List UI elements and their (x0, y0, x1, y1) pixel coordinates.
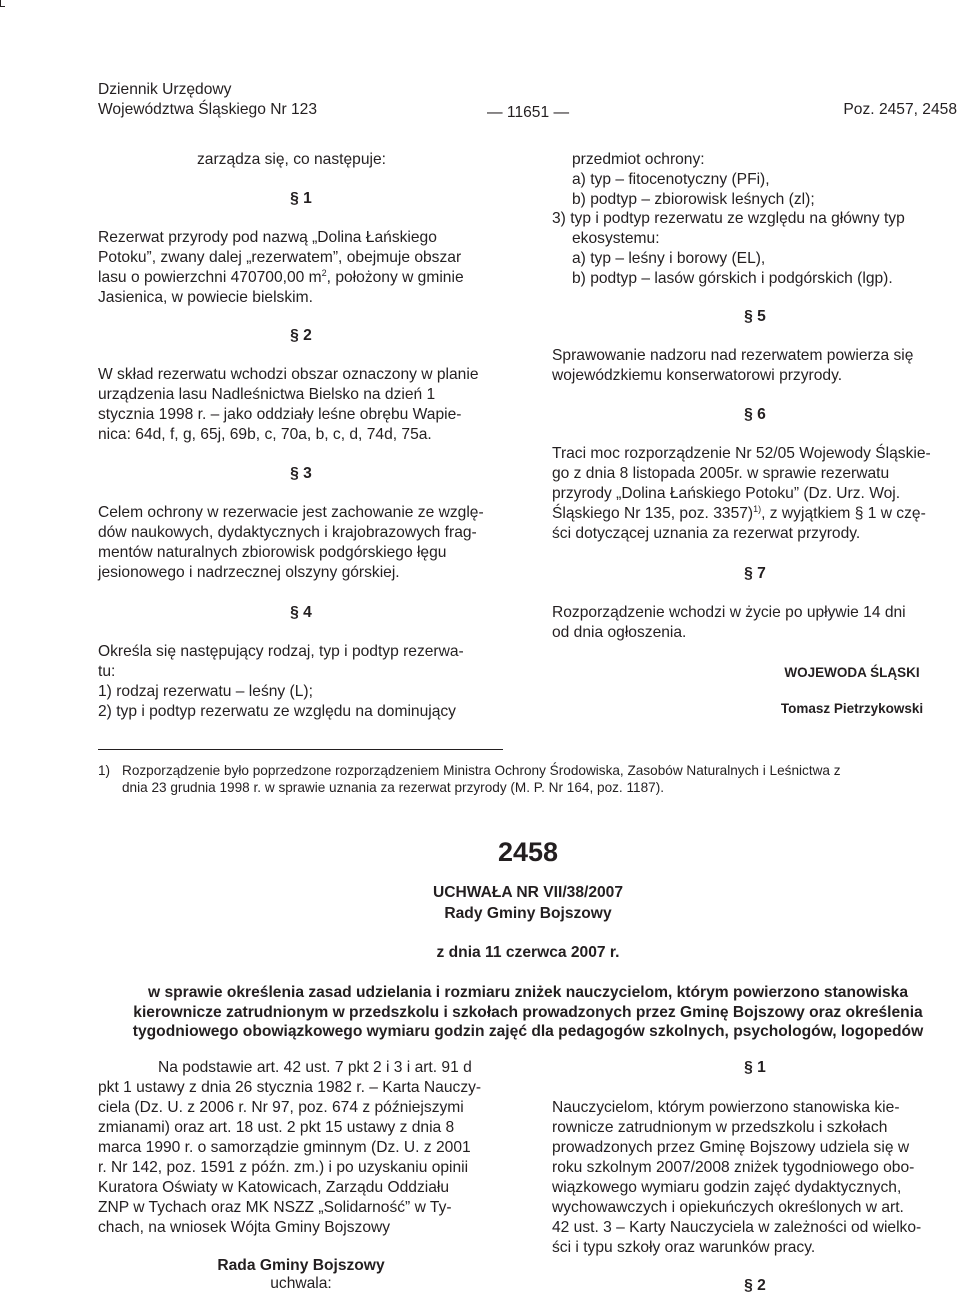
footnote-line: dnia 23 grudnia 1998 r. w sprawie uznania za rezerwat przyrody (M. P. Nr 164, poz. 1187). (122, 780, 665, 795)
preamble-line: Kuratora Oświaty w Katowicach, Zarządu Oddziału (98, 1179, 450, 1196)
s2-line: W skład rezerwatu wchodzi obszar oznaczony w planie (98, 366, 479, 383)
act-issuer: Rady Gminy Bojszowy (444, 905, 612, 922)
s4-cont-line: a) typ – fitocenotyczny (PFi), (572, 171, 770, 188)
s2-line: urządzenia lasu Nadleśnictwa Bielsko na dzień 1 (98, 386, 436, 403)
square-unit-superscript: 2 (321, 267, 327, 278)
s3-line: Celem ochrony w rezerwacie jest zachowanie ze wzglę- (98, 504, 484, 521)
act-s1-line: Nauczycielom, którym powierzono stanowiska kie- (552, 1099, 900, 1116)
preamble-line: chach, na wniosek Wójta Gminy Bojszowy (98, 1219, 391, 1236)
act-number: 2458 (497, 837, 559, 867)
s4-cont-line: b) podtyp – zbiorowisk leśnych (zl); (572, 191, 815, 208)
footnote (98, 762, 958, 798)
s3-line: dów naukowych, dydaktycznych i krajobrazowych frag- (98, 524, 477, 541)
footnote-marker: 1) (98, 763, 111, 778)
act-section-2-heading: § 2 (744, 1277, 766, 1294)
signer-title: WOJEWODA ŚLĄSKI (784, 665, 920, 680)
s3-line: jesionowego i nadrzecznej olszyny górskiej. (98, 564, 400, 581)
act-s1-line: ści i typu szkoły oraz warunków pracy. (552, 1239, 816, 1256)
act-section-1-heading: § 1 (744, 1059, 766, 1076)
journal-title-line1: Dziennik Urzędowy (98, 81, 232, 98)
section-6-heading: § 6 (744, 406, 766, 423)
s2-line: nica: 64d, f, g, 65j, 69b, c, 70a, b, c, d, 74d, 75a. (98, 426, 432, 443)
preamble-line: r. Nr 142, poz. 1591 z późn. zm.) i po uzyskaniu opinii (98, 1159, 469, 1176)
subject-line: w sprawie określenia zasad udzielania i rozmiaru zniżek nauczycielom, którym powierzono stanowiska (147, 984, 908, 1001)
crop-mark (0, 0, 5, 7)
act-preamble (98, 1058, 504, 1292)
s6-line: go z dnia 8 listopada 2005r. w sprawie rezerwatu (552, 465, 890, 482)
s5-line: wojewódzkiemu konserwatorowi przyrody. (552, 367, 843, 384)
act-s1-line: roku szkolnym 2007/2008 zniżek tygodniowego obo- (552, 1159, 915, 1176)
left-column (98, 150, 504, 730)
preamble-line: marca 1990 r. o samorządzie gminnym (Dz. U. z 2001 (98, 1139, 471, 1156)
s1-line: Potoku”, zwany dalej „rezerwatem”, obejmuje obszar (98, 249, 462, 266)
s1-line: Jasienica, w powiecie bielskim. (98, 289, 313, 306)
s6-line: ści dotyczącej uznania za rezerwat przyrody. (552, 525, 861, 542)
footnote-ref: 1) (753, 503, 762, 514)
act-subject (96, 983, 960, 1042)
s4-line: 2) typ i podtyp rezerwatu ze względu na dominujący (98, 703, 456, 720)
resolves-line: uchwala: (270, 1275, 332, 1292)
right-column (552, 150, 958, 720)
s4-line: tu: (98, 663, 116, 680)
section-2-heading: § 2 (290, 327, 312, 344)
page-number: — 11651 — (487, 104, 570, 121)
s3-line: mentów naturalnych zbiorowisk podgórskiego łęgu (98, 544, 447, 561)
preamble-line: Na podstawie art. 42 ust. 7 pkt 2 i 3 i art. 91 d (158, 1059, 472, 1076)
section-1-heading: § 1 (290, 190, 312, 207)
s1-area-text: lasu o powierzchni 470700,00 m (98, 269, 322, 286)
s2-line: stycznia 1998 r. – jako oddziały leśne obrębu Wapie- (98, 406, 462, 423)
journal-title-line2: Województwa Śląskiego Nr 123 (98, 101, 317, 118)
act-right-column (552, 1058, 958, 1294)
subject-line: kierownicze zatrudnionym w przedszkolu i szkołach prowadzonych przez Gminę Bojszowy oraz określenia (133, 1003, 923, 1021)
council-name: Rada Gminy Bojszowy (217, 1257, 385, 1274)
intro-line: zarządza się, co następuje: (197, 151, 386, 168)
section-4-heading: § 4 (290, 604, 312, 621)
preamble-line: pkt 1 ustawy z dnia 26 stycznia 1982 r. – Karta Nauczy- (98, 1079, 482, 1096)
section-5-heading: § 5 (744, 308, 766, 325)
s1-line: Rezerwat przyrody pod nazwą „Dolina Łańskiego (98, 229, 437, 246)
act-s1-line: prowadzonych przez Gminę Bojszowy udziela się w (552, 1139, 910, 1156)
s6-citation-text: Śląskiego Nr 135, poz. 3357) (552, 505, 754, 522)
s7-line: Rozporządzenie wchodzi w życie po upływie 14 dni (552, 604, 906, 621)
act-date: z dnia 11 czerwca 2007 r. (436, 944, 620, 961)
section-7-heading: § 7 (744, 565, 766, 582)
act-s1-line: 42 ust. 3 – Karty Nauczyciela w zależności od wielko- (552, 1219, 922, 1236)
position-number: Poz. 2457, 2458 (843, 101, 957, 118)
s4-cont-line: przedmiot ochrony: (572, 151, 705, 168)
preamble-line: ciela (Dz. U. z 2006 r. Nr 97, poz. 674 z późniejszymi (98, 1099, 464, 1116)
s4-line: Określa się następujący rodzaj, typ i podtyp rezerwa- (98, 643, 464, 660)
act-s1-line: rownicze zatrudnionym w przedszkolu i szkołach (552, 1119, 888, 1136)
act-s1-line: wychowawczych i opiekuńczych określonych w art. (552, 1199, 904, 1216)
preamble-line: zmianami) oraz art. 18 ust. 2 pkt 15 ustawy z dnia 8 (98, 1119, 455, 1136)
s4-line: 1) rodzaj rezerwatu – leśny (L); (98, 683, 313, 700)
s1-location-text: , położony w gminie (326, 269, 464, 286)
footnote-rule (98, 749, 503, 750)
act-s1-line: wiązkowego wymiaru godzin zajęć dydaktycznych, (552, 1179, 902, 1196)
s4-cont-line: b) podtyp – lasów górskich i podgórskich (lgp). (572, 270, 893, 287)
s6-line (552, 504, 926, 524)
s4-cont-line: ekosystemu: (572, 230, 660, 247)
signer-name: Tomasz Pietrzykowski (780, 701, 924, 716)
s1-line (98, 268, 464, 288)
preamble-line: ZNP w Tychach oraz MK NSZZ „Solidarność” w Ty- (98, 1199, 452, 1216)
s4-cont-line: 3) typ i podtyp rezerwatu ze względu na główny typ (552, 210, 905, 227)
s6-exception-text: , z wyjątkiem § 1 w czę- (761, 505, 926, 522)
s7-line: od dnia ogłoszenia. (552, 624, 687, 641)
s4-cont-line: a) typ – leśny i borowy (EL), (572, 250, 766, 267)
subject-line: tygodniowego obowiązkowego wymiaru godzin zajęć dla pedagogów szkolnych, psychologów, logopedów (132, 1023, 924, 1041)
s6-line: Traci moc rozporządzenie Nr 52/05 Wojewody Śląskie- (552, 445, 931, 462)
footnote-line: Rozporządzenie było poprzedzone rozporządzeniem Ministra Ochrony Środowiska, Zasobów Naturalnych i Leśnictwa z (122, 763, 841, 778)
section-3-heading: § 3 (290, 465, 312, 482)
s6-line: przyrody „Dolina Łańskiego Potoku” (Dz. Urz. Woj. (552, 485, 901, 502)
s5-line: Sprawowanie nadzoru nad rezerwatem powierza się (552, 347, 914, 364)
act-title: UCHWAŁA NR VII/38/2007 (432, 884, 624, 901)
